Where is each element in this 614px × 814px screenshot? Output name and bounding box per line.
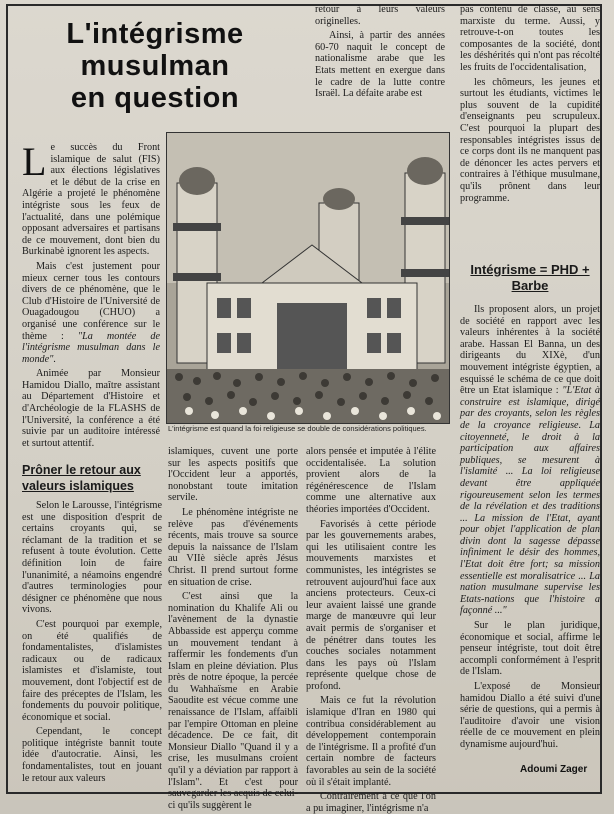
paragraph: L'exposé de Monsieur hamidou Diallo a été suivi d'une série de questions, qui a permis à l'auditoire d'avoir une vision réelle de ce mouvement en plein dynamisme aujourd'hui.	[460, 681, 600, 750]
paragraph: C'est pourquoi par exemple, on été qualifiés de fondamentalistes, d'islamistes radicaux ou de radicaux islamistes et d'islamiste, tout mouvement, dont l'objectif est de faire des préceptes de l'Islam, les fondements du pouvoir politique, économique et social.	[22, 618, 162, 723]
conference-theme: "La montée de l'intégrisme musulman dans le monde".	[22, 330, 160, 365]
mosque-photo	[166, 132, 450, 424]
author-signature: Adoumi Zager	[520, 764, 588, 775]
column-top-middle	[315, 4, 445, 110]
paragraph: Ainsi, à partir des années 60-70 naquit le concept de nationalisme arabe que les Etats mettent en exergue dans le cadre de la lutte contre Israël. La défaite arabe est	[315, 30, 445, 100]
el-banna-quote: "L'Etat à construire est islamique, dirigé par des croyants, selon les règles de la croyance religieuse. La citoyenneté, le droit à la participation aux affaires publiques, se mesurent à l'islamité ... La loi religieuse devant être appliquée rigoureusement selon les termes de la révélation et des traditions ... La mission de l'Etat, ayant pour objet l'application de plan divin dont la sagesse dépasse infiniment le désir des hommes, l'Etat doit être fort; sa mission essentielle est moralisatrice ... La nation musulmane supervise les Etats-nations que l'histoire a façonné ..."	[460, 385, 600, 617]
section-heading-2: Intégrisme = PHD + Barbe	[470, 262, 590, 293]
paragraph: alors pensée et imputée à l'élite occidentalisée. La solution provient alors de la régénérescence de l'Islam comme une alternative aux théories importées d'Occident.	[306, 446, 436, 515]
title-line-2: musulman	[80, 50, 230, 82]
paragraph: Mais ce fut la révolution islamique d'Iran en 1980 qui contribua considérablement au développement contemporain de l'intégrisme. Il a profité d'un certain nombre de facteurs favorables au sein de la société où il s'était implanté.	[306, 695, 436, 788]
paragraph: Cependant, le concept politique intégriste bannit toute idée d'autocratie. Ainsi, les fondamentalistes, tout en jouant le retour aux valeurs	[22, 726, 162, 784]
paragraph: les chômeurs, les jeunes et surtout les étudiants, victimes le plus souvent de la cupidité d'enseignants peu scrupuleux. C'est pourquoi la plupart des responsables intégristes issus de ce corps dont ils ne manquent pas de dénoncer les actes pervers et contraires à l'éthique musulmane, qu'ils prônent dans leur programme.	[460, 76, 600, 204]
lead-paragraph-1: Le succès du Front islamique de salut (FIS) aux élections législatives et le début de la crise en Algérie a projeté le phénomène intégriste sous les feux de l'actualité, dans une polémique opposant adversaires et partisans de ce mouvement, dont bien du Burkinabè ignorent les aspects.	[22, 139, 160, 258]
mosque-illustration	[167, 133, 449, 423]
paragraph: Selon le Larousse, l'intégrisme est une disposition d'esprit de certains croyants qui, se réclamant de la tradition et se refusent à toute évolution. Cette définition loin de faire l'unanimité, a néamoins engendré d'autres terminologies pour désigner ce phénomène que nous vivons.	[22, 500, 162, 616]
paragraph: C'est ainsi que la nomination du Khalife Ali ou l'avènement de la dynastie Abbasside est apperçu comme un mouvement tendant à raffermir les fondements d'un Islam en pleine déviation. Plus près de notre époque, la percée du Wahhaïsme en Arabie Saoudite est vécue comme une renaissance de l'Islam, affaibli par l'empire Ottoman en pleine décadence. De ce fait, dit Monsieur Diallo "Quand il y a crise, les musulmans croient qu'il y a déviation par rapport à l'Islam". Et c'est pour sauvegarder les acquis de celui-ci qu'ils suggèrent le	[168, 591, 298, 811]
section-heading-1: Prôner le retour aux valeurs islamiques	[22, 463, 141, 493]
paragraph: Favorisés à cette période par les gouvernements arabes, qui les utilisaient contre les mouvements marxistes et communistes, les intégristes se retrouvent aujourd'hui face aux anciens protecteurs. Ceux-ci leur avaient laissé une grande marge de manœuvre qui leur avait permis de s'organiser et de pénétrer dans toutes les couches sociales notamment dans les pays où l'Islam représente quelque chose de profond.	[306, 518, 436, 692]
paragraph: pas contenu de classe, au sens marxiste du terme. Aussi, y retrouve-t-on toutes les composantes de la société, dont les déshérités qui n'ont pas récolté les fruits de l'occidentalisation,	[460, 4, 600, 73]
title-line-1: L'intégrisme	[66, 18, 244, 50]
paragraph: Ils proposent alors, un projet de société en rapport avec les valeurs inhérentes à la société arabe. Hassan El Banna, un des dirigeants du XIXè, d'un mouvement intégriste égyptien, a esquissé le schéma de ce que doit être un Etat islamique : "L'Etat à construire est islamique, dirigé par des croyants, selon les règles de la croyance religieuse. La citoyenneté, le droit à la participation aux affaires publiques, se mesurent à l'islamité ... La loi religieuse devant être appliquée rigoureusement selon les termes de la révélation et des traditions ... La mission de l'Etat, ayant pour objet l'application de plan divin dont la sagesse dépasse infiniment le désir des hommes, l'Etat doit être fort; sa mission essentielle est moralisatrice ... La nation musulmane supervise les Etats-nations que l'histoire a façonné ..."	[460, 304, 600, 617]
photo-caption: L'intégrisme est quand la foi religieuse se double de considérations politiques.	[168, 424, 427, 433]
paragraph: Sur le plan juridique, économique et social, affirme le penseur intégriste, tout doit être accompli conformément à l'esprit de l'Islam.	[460, 620, 600, 678]
drop-cap: L	[22, 139, 47, 184]
lead-column	[22, 139, 160, 449]
paragraph: islamiques, cuvent une porte sur les aspects positifs que l'Occident leur a apportés, nonobstant toute imitation servile.	[168, 446, 298, 504]
column-right-bottom	[460, 304, 600, 756]
lead-paragraph-2: Mais c'est justement pour mieux cerner tous les contours divers de ce phénomène, que le Club d'Histoire de l'Université de Ouagadougou (CHUO) a organisé une conférence sur le thème : "La montée de l'intégrisme musulman dans le monde".	[22, 260, 160, 365]
column-3	[306, 446, 436, 814]
paragraph: Contrairement à ce que l'on a pu imaginer, l'intégrisme n'a	[306, 791, 436, 814]
column-2	[168, 446, 298, 811]
paragraph: Le phénomène intégriste ne relève pas d'événements récents, mais trouve sa source depuis la naissance de l'Islam au VIIè siècle après Jésus Christ. Il prend surtout forme en situation de crise.	[168, 506, 298, 588]
article-title	[40, 18, 270, 114]
title-line-3: en question	[70, 82, 240, 114]
lead-paragraph-3: Animée par Monsieur Hamidou Diallo, maître assistant au Département d'Histoire et d'Archéologie de la FLASHS de l'Université, la conférence a été suivie par un auditoire intéressé et surtout attentif.	[22, 368, 160, 449]
paragraph: retour à leurs valeurs originelles.	[315, 4, 445, 27]
column-right-top	[460, 4, 600, 258]
column-1-body	[22, 500, 162, 788]
